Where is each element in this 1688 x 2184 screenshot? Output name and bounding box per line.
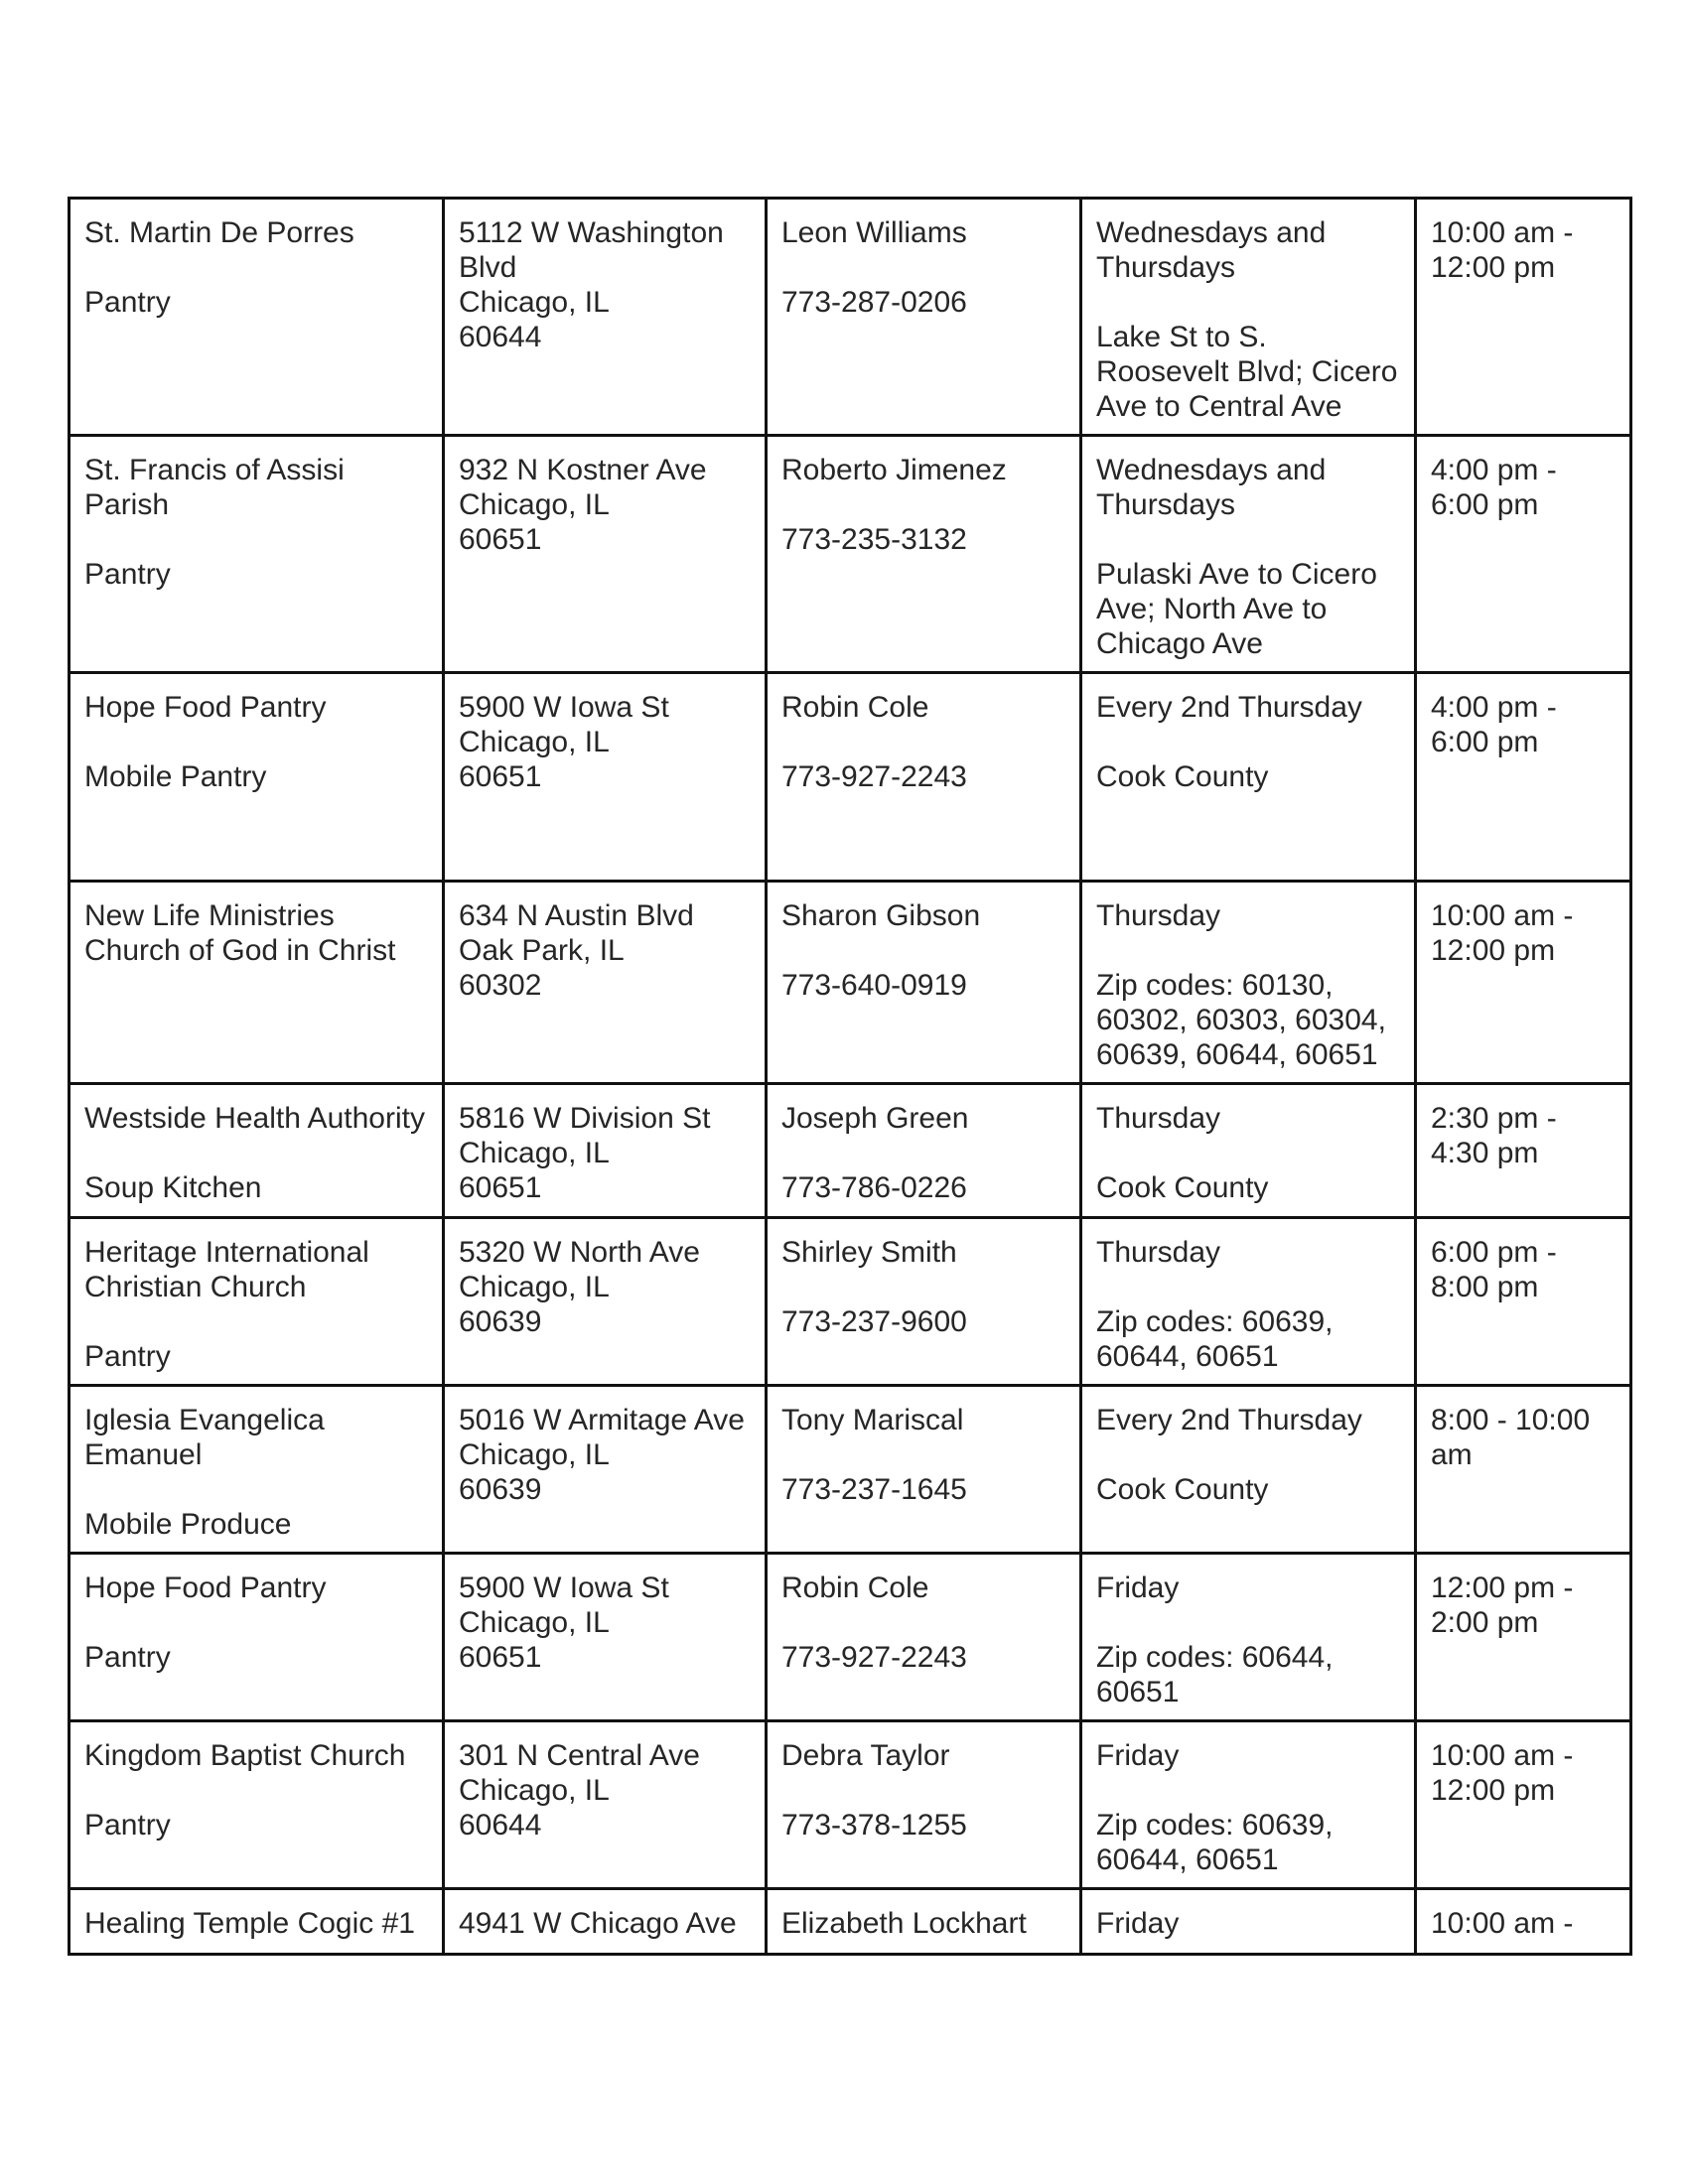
contact-name: Leon Williams <box>781 216 967 249</box>
service-type: Pantry <box>84 286 171 319</box>
service-days: Thursday <box>1096 899 1221 932</box>
address-line: 60651 <box>459 1171 542 1204</box>
address-line: Chicago, IL <box>459 1271 610 1303</box>
service-area: Zip codes: 60644, 60651 <box>1096 1641 1334 1708</box>
address-line: 5016 W Armitage Ave <box>459 1404 745 1436</box>
service-area: Zip codes: 60639, 60644, 60651 <box>1096 1305 1334 1373</box>
table-row <box>70 1554 1631 1721</box>
service-type: Soup Kitchen <box>84 1171 262 1204</box>
food-resource-table <box>68 197 1632 1956</box>
address-cell <box>444 1889 767 1955</box>
contact-phone: 773-927-2243 <box>781 1641 967 1674</box>
organization-cell <box>70 1084 444 1218</box>
address-line: 5900 W Iowa St <box>459 691 669 724</box>
service-hours: 10:00 am - 12:00 pm <box>1431 899 1574 967</box>
organization-name: Hope Food Pantry <box>84 1571 327 1604</box>
service-area: Lake St to S. Roosevelt Blvd; Cicero Ave to Central Ave <box>1096 321 1398 423</box>
address-line: 634 N Austin Blvd <box>459 899 694 932</box>
table-row <box>70 1218 1631 1386</box>
address-line: 5320 W North Ave <box>459 1236 700 1269</box>
contact-name: Shirley Smith <box>781 1236 957 1269</box>
organization-name: Iglesia Evangelica Emanuel <box>84 1404 325 1471</box>
address-line: 4941 W Chicago Ave <box>459 1907 737 1940</box>
organization-cell <box>70 436 444 673</box>
organization-name: Hope Food Pantry <box>84 691 327 724</box>
organization-cell <box>70 199 444 436</box>
hours-cell <box>1416 199 1631 436</box>
organization-cell <box>70 1554 444 1721</box>
address-line: Oak Park, IL <box>459 934 625 967</box>
service-hours: 8:00 - 10:00 am <box>1431 1404 1591 1471</box>
table-row <box>70 1889 1631 1955</box>
address-line: 932 N Kostner Ave <box>459 454 707 486</box>
contact-cell <box>767 882 1081 1084</box>
schedule-cell <box>1081 882 1416 1084</box>
schedule-cell <box>1081 1218 1416 1386</box>
service-days: Wednesdays and Thursdays <box>1096 454 1327 521</box>
organization-cell <box>70 882 444 1084</box>
service-hours: 10:00 am - 12:00 pm <box>1431 1739 1574 1807</box>
organization-cell <box>70 1218 444 1386</box>
service-type: Pantry <box>84 1340 171 1373</box>
organization-cell <box>70 1386 444 1554</box>
address-line: 5816 W Division St <box>459 1102 711 1135</box>
service-type: Mobile Produce <box>84 1508 292 1541</box>
address-cell <box>444 1084 767 1218</box>
address-line: 60651 <box>459 760 542 793</box>
organization-name: St. Francis of Assisi Parish <box>84 454 345 521</box>
hours-cell <box>1416 1721 1631 1889</box>
service-hours: 10:00 am - <box>1431 1907 1574 1940</box>
schedule-cell <box>1081 673 1416 882</box>
service-type: Pantry <box>84 1809 171 1842</box>
contact-cell <box>767 1554 1081 1721</box>
address-cell <box>444 199 767 436</box>
service-type: Mobile Pantry <box>84 760 267 793</box>
contact-phone: 773-287-0206 <box>781 286 967 319</box>
address-line: 60644 <box>459 1809 542 1842</box>
schedule-cell <box>1081 436 1416 673</box>
address-cell <box>444 436 767 673</box>
service-hours: 4:00 pm - 6:00 pm <box>1431 691 1557 758</box>
schedule-cell <box>1081 1721 1416 1889</box>
table-row <box>70 1386 1631 1554</box>
address-line: 60651 <box>459 523 542 556</box>
contact-name: Debra Taylor <box>781 1739 950 1772</box>
address-line: Chicago, IL <box>459 1137 610 1169</box>
address-line: 60651 <box>459 1641 542 1674</box>
hours-cell <box>1416 1889 1631 1955</box>
address-line: Blvd <box>459 251 517 284</box>
hours-cell <box>1416 1386 1631 1554</box>
address-line: 60639 <box>459 1305 542 1338</box>
table-row <box>70 199 1631 436</box>
address-line: 60644 <box>459 321 542 353</box>
service-hours: 2:30 pm - 4:30 pm <box>1431 1102 1557 1169</box>
service-days: Friday <box>1096 1739 1180 1772</box>
service-days: Every 2nd Thursday <box>1096 1404 1362 1436</box>
service-days: Thursday <box>1096 1102 1221 1135</box>
address-cell <box>444 1386 767 1554</box>
address-line: Chicago, IL <box>459 1606 610 1639</box>
hours-cell <box>1416 882 1631 1084</box>
schedule-cell <box>1081 1554 1416 1721</box>
address-cell <box>444 882 767 1084</box>
hours-cell <box>1416 1554 1631 1721</box>
address-line: Chicago, IL <box>459 488 610 521</box>
service-days: Wednesdays and Thursdays <box>1096 216 1327 284</box>
service-days: Thursday <box>1096 1236 1221 1269</box>
service-area: Pulaski Ave to Cicero Ave; North Ave to Chicago Ave <box>1096 558 1377 660</box>
service-hours: 4:00 pm - 6:00 pm <box>1431 454 1557 521</box>
schedule-cell <box>1081 1889 1416 1955</box>
organization-name: Heritage International Christian Church <box>84 1236 369 1303</box>
contact-phone: 773-786-0226 <box>781 1171 967 1204</box>
organization-cell <box>70 673 444 882</box>
table-row <box>70 673 1631 882</box>
organization-name: St. Martin De Porres <box>84 216 354 249</box>
service-hours: 12:00 pm - 2:00 pm <box>1431 1571 1574 1639</box>
organization-name: Kingdom Baptist Church <box>84 1739 406 1772</box>
address-line: 60302 <box>459 969 542 1002</box>
address-cell <box>444 1218 767 1386</box>
service-area: Cook County <box>1096 1171 1269 1204</box>
contact-phone: 773-640-0919 <box>781 969 967 1002</box>
contact-cell <box>767 1084 1081 1218</box>
service-area: Zip codes: 60639, 60644, 60651 <box>1096 1809 1334 1876</box>
organization-name: Healing Temple Cogic #1 <box>84 1907 415 1940</box>
service-hours: 6:00 pm - 8:00 pm <box>1431 1236 1557 1303</box>
service-hours: 10:00 am - 12:00 pm <box>1431 216 1574 284</box>
address-line: 5112 W Washington <box>459 216 724 249</box>
service-area: Cook County <box>1096 1473 1269 1506</box>
contact-cell <box>767 199 1081 436</box>
organization-cell <box>70 1889 444 1955</box>
address-line: 301 N Central Ave <box>459 1739 700 1772</box>
address-line: Chicago, IL <box>459 286 610 319</box>
address-cell <box>444 1554 767 1721</box>
schedule-cell <box>1081 1386 1416 1554</box>
service-days: Friday <box>1096 1907 1180 1940</box>
organization-name: New Life Ministries Church of God in Christ <box>84 899 396 967</box>
service-days: Every 2nd Thursday <box>1096 691 1362 724</box>
contact-phone: 773-927-2243 <box>781 760 967 793</box>
contact-cell <box>767 1721 1081 1889</box>
service-area: Zip codes: 60130, 60302, 60303, 60304, 60639, 60644, 60651 <box>1096 969 1386 1071</box>
contact-cell <box>767 1889 1081 1955</box>
organization-name: Westside Health Authority <box>84 1102 425 1135</box>
contact-cell <box>767 1218 1081 1386</box>
contact-name: Robin Cole <box>781 691 929 724</box>
contact-phone: 773-237-1645 <box>781 1473 967 1506</box>
address-cell <box>444 673 767 882</box>
hours-cell <box>1416 436 1631 673</box>
hours-cell <box>1416 1218 1631 1386</box>
contact-phone: 773-378-1255 <box>781 1809 967 1842</box>
contact-name: Tony Mariscal <box>781 1404 964 1436</box>
service-type: Pantry <box>84 1641 171 1674</box>
service-area: Cook County <box>1096 760 1269 793</box>
organization-cell <box>70 1721 444 1889</box>
contact-cell <box>767 436 1081 673</box>
contact-name: Robin Cole <box>781 1571 929 1604</box>
service-type: Pantry <box>84 558 171 591</box>
contact-name: Sharon Gibson <box>781 899 981 932</box>
address-cell <box>444 1721 767 1889</box>
schedule-cell <box>1081 1084 1416 1218</box>
contact-cell <box>767 673 1081 882</box>
address-line: Chicago, IL <box>459 1438 610 1471</box>
service-days: Friday <box>1096 1571 1180 1604</box>
contact-cell <box>767 1386 1081 1554</box>
contact-name: Roberto Jimenez <box>781 454 1007 486</box>
contact-name: Elizabeth Lockhart <box>781 1907 1027 1940</box>
contact-phone: 773-237-9600 <box>781 1305 967 1338</box>
address-line: Chicago, IL <box>459 1774 610 1807</box>
table-row <box>70 1084 1631 1218</box>
hours-cell <box>1416 1084 1631 1218</box>
contact-name: Joseph Green <box>781 1102 969 1135</box>
address-line: Chicago, IL <box>459 726 610 758</box>
address-line: 5900 W Iowa St <box>459 1571 669 1604</box>
schedule-cell <box>1081 199 1416 436</box>
hours-cell <box>1416 673 1631 882</box>
contact-phone: 773-235-3132 <box>781 523 967 556</box>
address-line: 60639 <box>459 1473 542 1506</box>
table-row <box>70 882 1631 1084</box>
table-row <box>70 1721 1631 1889</box>
table-row <box>70 436 1631 673</box>
